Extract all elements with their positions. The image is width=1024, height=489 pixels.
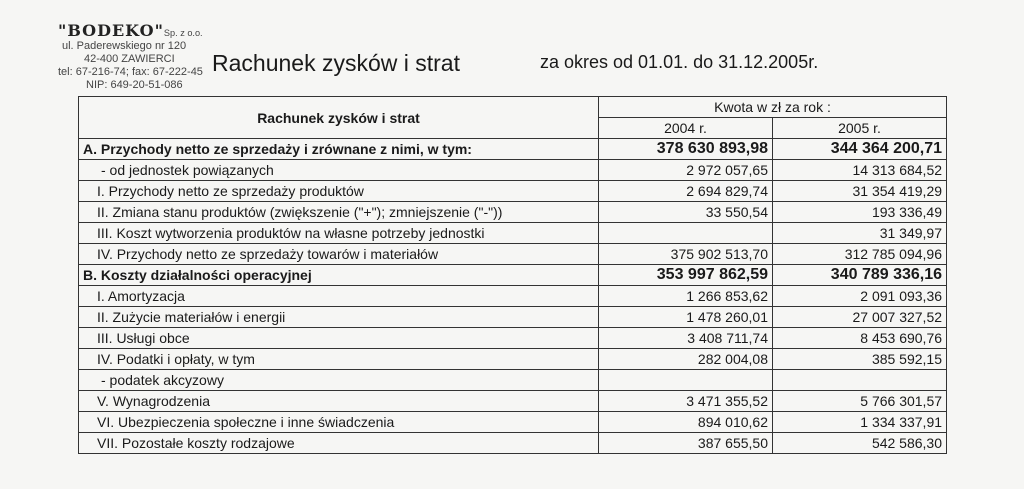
value-2004: 33 550,54 [599,202,773,223]
value-2005: 344 364 200,71 [773,139,947,160]
value-2005: 8 453 690,76 [773,328,947,349]
company-legal-form: Sp. z o.o. [163,28,203,38]
company-stamp [58,21,203,92]
row-label: VI. Ubezpieczenia społeczne i inne świadczenia [79,412,599,433]
row-label: II. Zmiana stanu produktów (zwiększenie ("+"); zmniejszenie ("-")) [79,202,599,223]
value-2005: 312 785 094,96 [773,244,947,265]
value-2004: 1 478 260,01 [599,307,773,328]
table-row [79,223,947,244]
value-2004: 3 471 355,52 [599,391,773,412]
value-2004: 375 902 513,70 [599,244,773,265]
value-2004: 1 266 853,62 [599,286,773,307]
row-label: IV. Przychody netto ze sprzedaży towarów i materiałów [79,244,599,265]
row-label: - od jednostek powiązanych [79,160,599,181]
header-label: Rachunek zysków i strat [79,97,599,139]
table-row [79,265,947,286]
table-row [79,139,947,160]
company-phone-fax: tel: 67-216-74; fax: 67-222-45 [58,66,203,78]
company-street: ul. Paderewskiego nr 120 [62,40,187,52]
value-2005: 5 766 301,57 [773,391,947,412]
row-label: A. Przychody netto ze sprzedaży i zrównane z nimi, w tym: [79,139,599,160]
value-2004: 2 972 057,65 [599,160,773,181]
table-row [79,286,947,307]
table-body [79,139,947,454]
value-2005: 27 007 327,52 [773,307,947,328]
value-2005: 340 789 336,16 [773,265,947,286]
table-row [79,349,947,370]
row-label: VII. Pozostałe koszty rodzajowe [79,433,599,454]
table-row [79,181,947,202]
row-label: III. Koszt wytworzenia produktów na własne potrzeby jednostki [79,223,599,244]
table-row [79,307,947,328]
value-2004: 387 655,50 [599,433,773,454]
value-2004 [599,223,773,244]
row-label: IV. Podatki i opłaty, w tym [79,349,599,370]
table-row [79,328,947,349]
row-label: III. Usługi obce [79,328,599,349]
value-2004: 3 408 711,74 [599,328,773,349]
company-nip: NIP: 649-20-51-086 [86,79,183,91]
value-2004: 2 694 829,74 [599,181,773,202]
value-2004 [599,370,773,391]
value-2005: 1 334 337,91 [773,412,947,433]
row-label: I. Przychody netto ze sprzedaży produktów [79,181,599,202]
income-statement-table [78,96,947,454]
table-row [79,202,947,223]
value-2004: 282 004,08 [599,349,773,370]
row-label: II. Zużycie materiałów i energii [79,307,599,328]
value-2004: 894 010,62 [599,412,773,433]
value-2005: 542 586,30 [773,433,947,454]
row-label: - podatek akcyzowy [79,370,599,391]
year-2005-header: 2005 r. [773,118,947,139]
table-row [79,160,947,181]
value-2004: 378 630 893,98 [599,139,773,160]
value-2005: 193 336,49 [773,202,947,223]
row-label: I. Amortyzacja [79,286,599,307]
document-title: Rachunek zysków i strat [212,50,460,76]
row-label: V. Wynagrodzenia [79,391,599,412]
row-label: B. Koszty działalności operacyjnej [79,265,599,286]
table-row [79,391,947,412]
value-2005 [773,370,947,391]
value-2005: 385 592,15 [773,349,947,370]
document-period: za okres od 01.01. do 31.12.2005r. [540,52,819,72]
company-name-line [58,21,203,40]
value-2005: 2 091 093,36 [773,286,947,307]
value-2005: 31 349,97 [773,223,947,244]
table-row [79,433,947,454]
value-2005: 31 354 419,29 [773,181,947,202]
table-row [79,370,947,391]
company-city: 42-400 ZAWIERCI [84,53,175,65]
table-row [79,412,947,433]
amount-header: Kwota w zł za rok : [599,97,947,118]
value-2004: 353 997 862,59 [599,265,773,286]
company-name: "BODEKO" [58,21,164,40]
value-2005: 14 313 684,52 [773,160,947,181]
table-row [79,244,947,265]
year-2004-header: 2004 r. [599,118,773,139]
